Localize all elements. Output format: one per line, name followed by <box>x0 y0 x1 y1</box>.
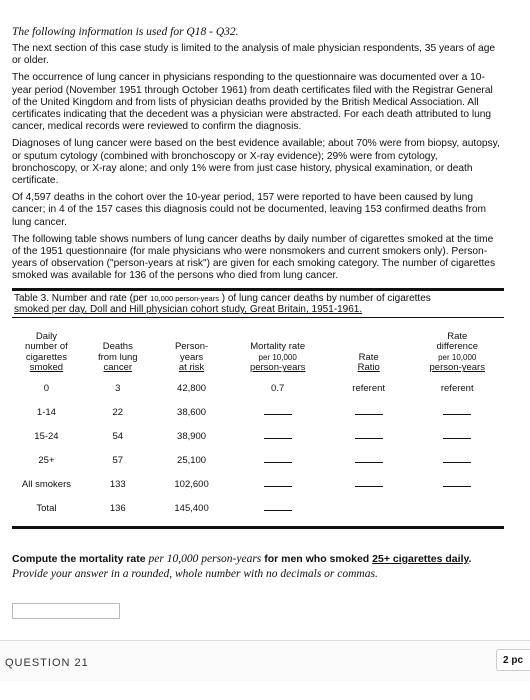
cell-cigarettes: 1-14 <box>36 406 56 418</box>
paragraph: The occurrence of lung cancer in physicians responding to the questionnaire was documented over a 10-year period (November 1951 through October 1961) from death certificates filed with the Registrar General of the United Kingdom and from lists of physician deaths provided by the British Medical Association. All certificates indicating that the decedent was a physician were abstracted. For each death attributed to lung cancer, medical records were reviewed to confirm the diagnosis. <box>12 72 493 133</box>
header-mortality-rate: Mortality rate per 10,000 person-years <box>249 341 306 374</box>
paragraph: Of 4,597 deaths in the cohort over the 10-year period, 157 were reported to have been caused by lung cancer; in 4 of the 157 cases this diagnosis could not be documented, leaving 153 confirmed deaths from lung cancer. <box>12 192 487 228</box>
paragraph: The next section of this case study is limited to the analysis of male physician respondents, 35 years of age or older. <box>12 43 496 67</box>
header-rate-difference: Rate difference per 10,000 person-years <box>429 330 485 374</box>
header-rate-ratio: Rate Ratio <box>357 351 380 374</box>
table-bottom-rule <box>12 526 504 529</box>
cell-person-years: 38,900 <box>177 430 207 442</box>
cell-person-years: 38,600 <box>177 406 207 418</box>
data-table-section <box>12 288 504 529</box>
cell-deaths: 54 <box>112 430 124 442</box>
blank-line <box>264 461 292 463</box>
cell-cigarettes: All smokers <box>21 478 71 490</box>
points-badge: 2 pc <box>496 649 530 671</box>
question-number: QUESTION 21 <box>5 657 89 669</box>
cell-deaths: 22 <box>112 406 124 418</box>
blank-line <box>443 437 471 439</box>
cell-rate-ratio-empty <box>327 496 411 520</box>
cell-person-years: 145,400 <box>174 502 209 514</box>
cell-deaths: 136 <box>109 502 126 514</box>
cell-rate-ratio-blank <box>327 472 411 496</box>
cell-person-years: 102,600 <box>174 478 209 490</box>
blank-line <box>355 461 383 463</box>
blank-line <box>355 485 383 487</box>
table-row <box>12 448 504 472</box>
cell-deaths: 133 <box>109 478 126 490</box>
blank-line <box>264 437 292 439</box>
cell-mortality-rate: 0.7 <box>271 382 285 394</box>
answer-input[interactable] <box>12 603 120 619</box>
answer-instructions: Provide your answer in a rounded, whole number with no decimals or commas. <box>12 568 378 581</box>
cell-mortality-rate-blank <box>228 496 326 520</box>
table-row <box>12 472 504 496</box>
header-cigarettes: Daily number of cigarettes smoked <box>25 330 68 374</box>
header-deaths: Deaths from lung cancer <box>97 341 138 374</box>
blank-line <box>264 509 292 511</box>
cell-cigarettes: 25+ <box>38 454 55 466</box>
cell-rate-ratio-blank <box>327 400 411 424</box>
table-row <box>12 376 504 400</box>
cell-person-years: 42,800 <box>177 382 207 394</box>
paragraph: Diagnoses of lung cancer were based on the best evidence available; about 70% were from biopsy, autopsy, or sputum cytology (combined with bronchoscopy or X-ray evidence); 29% were from cytology, bronchoscopy, or X-ray alone; and only 1% were from just case history, physical examination, or death certificate. <box>12 138 500 187</box>
cell-mortality-rate-blank <box>228 448 326 472</box>
table-header-row <box>12 332 504 376</box>
blank-line <box>264 485 292 487</box>
cell-rate-ratio-blank <box>327 448 411 472</box>
cell-rate-difference-blank <box>410 448 504 472</box>
cell-cigarettes: Total <box>36 502 57 514</box>
blank-line <box>443 413 471 415</box>
cell-mortality-rate-blank <box>228 424 326 448</box>
blank-line <box>443 485 471 487</box>
question-content <box>12 26 504 580</box>
header-person-years: Person- years at risk <box>174 341 209 374</box>
table-row <box>12 400 504 424</box>
table-row <box>12 424 504 448</box>
cell-rate-difference-blank <box>410 400 504 424</box>
cell-rate-difference-empty <box>410 496 504 520</box>
blank-line <box>264 413 292 415</box>
cell-mortality-rate-blank <box>228 472 326 496</box>
blank-line <box>355 413 383 415</box>
cell-cigarettes: 0 <box>43 382 50 394</box>
blank-line <box>443 461 471 463</box>
cell-mortality-rate-blank <box>228 400 326 424</box>
question-prompt: Compute the mortality rate per 10,000 person-years for men who smoked 25+ cigarettes daily. <box>12 553 472 566</box>
cell-rate-difference-blank <box>410 472 504 496</box>
table-row <box>12 496 504 520</box>
next-question-bar <box>0 640 530 681</box>
table-caption-rule <box>12 317 504 318</box>
cell-cigarettes: 15-24 <box>34 430 59 442</box>
cell-deaths: 57 <box>112 454 124 466</box>
cell-rate-difference: referent <box>440 382 474 394</box>
blank-line <box>355 437 383 439</box>
cell-rate-difference-blank <box>410 424 504 448</box>
cell-rate-ratio: referent <box>352 382 386 394</box>
cell-person-years: 25,100 <box>177 454 207 466</box>
lung-cancer-table <box>12 332 504 520</box>
intro-text: The following information is used for Q18 - Q32. <box>12 26 239 38</box>
cell-rate-ratio-blank <box>327 424 411 448</box>
paragraph: The following table shows numbers of lung cancer deaths by daily number of cigarettes smoked at the time of the 1951 questionnaire (for male physicians who were nonsmokers and current smokers only). Person-years of observation ("person-years at risk") are given for each smoking category. The number of cigarettes smoked was available for 136 of the persons who died from lung cancer. <box>12 233 496 282</box>
cell-deaths: 3 <box>115 382 121 394</box>
table-caption: Table 3. Number and rate (per 10,000 person-years ) of lung cancer deaths by number of cigarettes smoked per day, Doll and Hill physician cohort study, Great Britain, 1951-1961. <box>14 292 431 316</box>
